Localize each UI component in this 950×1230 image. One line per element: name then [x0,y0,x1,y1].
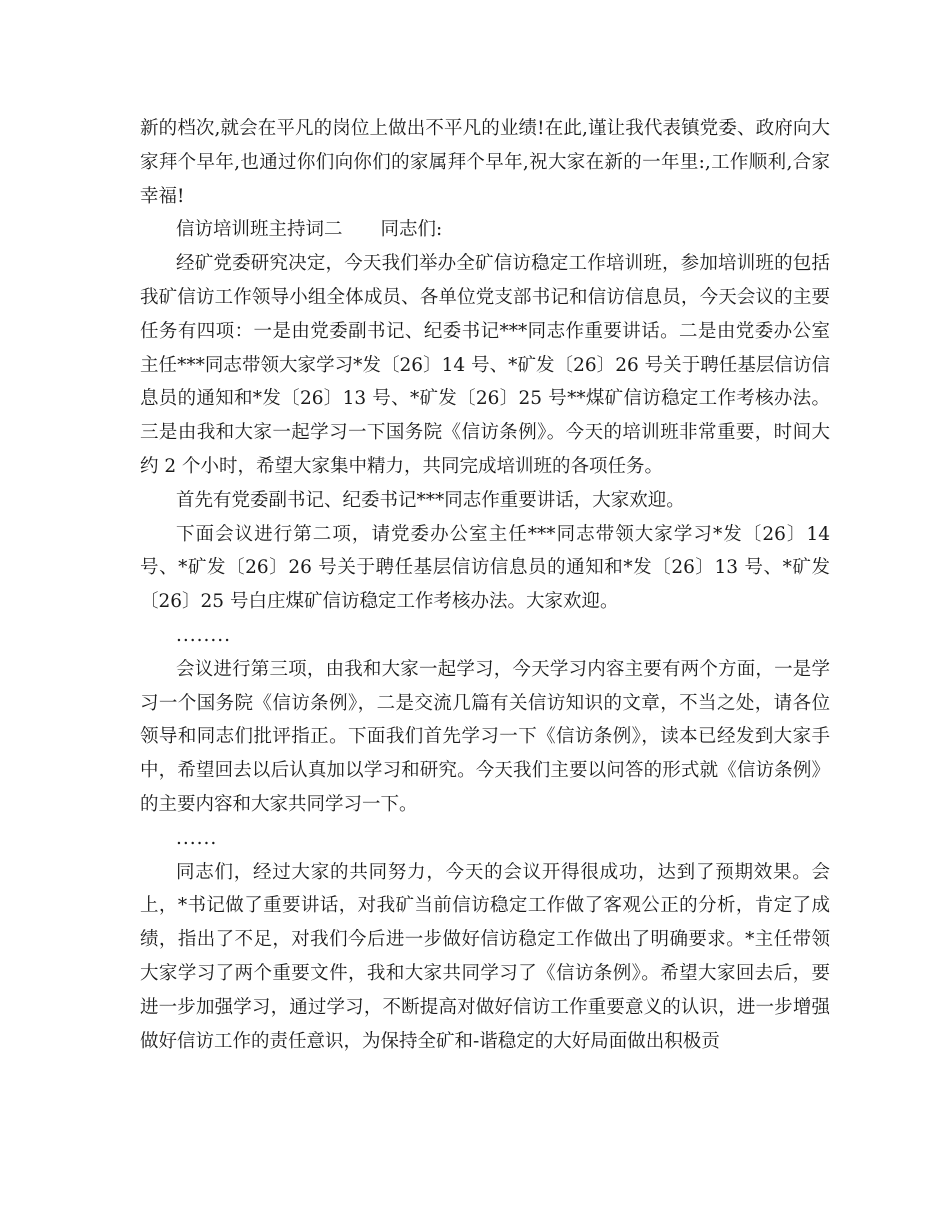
paragraph-intro: 经矿党委研究决定，今天我们举办全矿信访稳定工作培训班，参加培训班的包括我矿信访工作领导小组全体成员、各单位党支部书记和信访信息员，今天会议的主要任务有四项：一是由党委副书记、纪委书记***同志作重要讲话。二是由党委办公室主任***同志带领大家学习*发〔26〕14 号、*矿发〔26〕26 号关于聘任基层信访信息员的通知和*发〔26〕13 号、*矿发〔26〕25 号**煤矿信访稳定工作考核办法。三是由我和大家一起学习一下国务院《信访条例》。今天的培训班非常重要，时间大约 2 个小时，希望大家集中精力，共同完成培训班的各项任务。 [140,253,830,477]
paragraph-second-item: 下面会议进行第二项，请党委办公室主任***同志带领大家学习*发〔26〕14 号、*矿发〔26〕26 号关于聘任基层信访信息员的通知和*发〔26〕13 号、*矿发〔26〕25 号白庄煤矿信访稳定工作考核办法。大家欢迎。 [140,523,830,613]
section-heading [140,213,830,247]
greeting: 同志们: [380,219,443,241]
paragraph-closing: 同志们，经过大家的共同努力，今天的会议开得很成功，达到了预期效果。会上，*书记做了重要讲话，对我矿当前信访稳定工作做了客观公正的分析，肯定了成绩，指出了不足，对我们今后进一步做好信访稳定工作做出了明确要求。*主任带领大家学习了两个重要文件，我和大家共同学习了《信访条例》。希望大家回去后，要进一步加强学习，通过学习，不断提高对做好信访工作重要意义的认识，进一步增强做好信访工作的责任意识，为保持全矿和-谐稳定的大好局面做出积极贡 [140,861,830,1052]
section-title: 信访培训班主持词二 [176,219,343,241]
paragraph-first-item: 首先有党委副书记、纪委书记***同志作重要讲话，大家欢迎。 [176,489,685,511]
ellipsis-separator: ........ [176,624,232,646]
paragraph-third-item: 会议进行第三项，由我和大家一起学习，今天学习内容主要有两个方面，一是学习一个国务院《信访条例》，二是交流几篇有关信访知识的文章，不当之处，请各位领导和同志们批评指正。下面我们首先学习一下《信访条例》，读本已经发到大家手中，希望回去以后认真加以学习和研究。今天我们主要以问答的形式就《信访条例》的主要内容和大家共同学习一下。 [140,658,830,815]
paragraph-continued: 新的档次,就会在平凡的岗位上做出不平凡的业绩!在此,谨让我代表镇党委、政府向大家拜个早年,也通过你们向你们的家属拜个早年,祝大家在新的一年里:,工作顺利,合家幸福! [140,118,830,207]
ellipsis-separator: ...... [176,827,218,849]
document-body [140,112,830,1058]
